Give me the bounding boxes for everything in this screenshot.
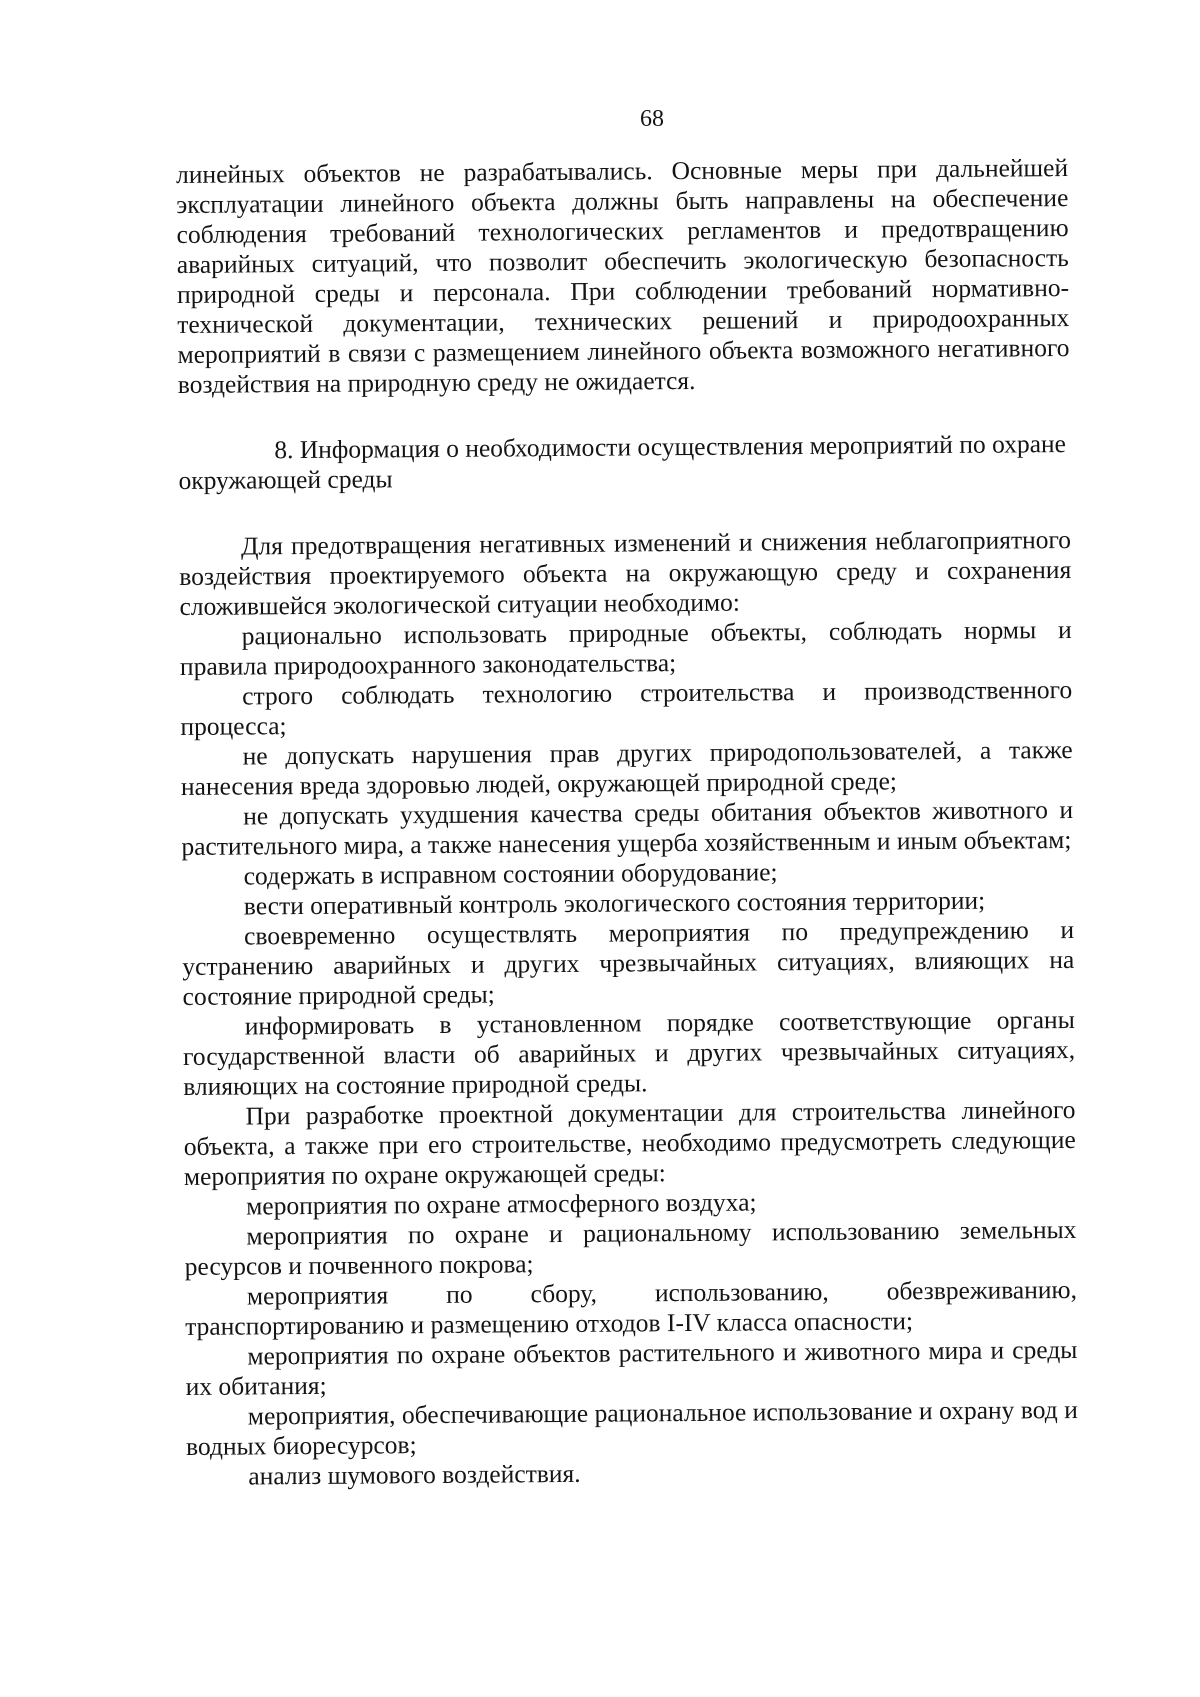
list-item: информировать в установленном порядке соответствующие органы государственной власти об аварийных и других чрезвычайных ситуациях, влияющих на состояние природной среды. [182,1004,1076,1101]
paragraph-intro: Для предотвращения негативных изменений и снижения неблагоприятного воздействия проектируемого объекта на окружающую среду и сохранения сложившейся экологической ситуации необходимо: [179,524,1072,621]
measure-item: анализ шумового воздействия. [248,1458,581,1491]
measure-item: мероприятия по сбору, использованию, обезвреживанию, транспортированию и размещению отходов I-IV класса опасности; [185,1274,1078,1341]
list-item: своевременно осуществлять мероприятия по предупреждению и устранению аварийных и других чрезвычайных ситуациях, влияющих на состояние природной среды; [182,914,1075,1011]
measure-item: мероприятия по охране и рациональному использованию земельных ресурсов и почвенного покрова; [184,1214,1077,1281]
page-number: 68 [640,106,664,132]
list-item: строго соблюдать технологию строительства и производственного процесса; [180,674,1073,741]
measure-item: мероприятия, обеспечивающие рациональное использование и охрану вод и водных биоресурсов; [185,1394,1078,1461]
section-heading: 8. Информация о необходимости осуществления мероприятий по охране окружающей среды [178,429,1067,495]
list-item: содержать в исправном состоянии оборудование; [243,857,778,891]
paragraph-measures-intro: При разработке проектной документации для строительства линейного объекта, а также при его строительстве, необходимо предусмотреть следующие мероприятия по охране окружающей среды: [183,1094,1076,1191]
list-item: не допускать нарушения прав других природопользователей, а также нанесения вреда здоровью людей, окружающей природной среде; [180,734,1073,801]
measure-item: мероприятия по охране атмосферного воздуха; [246,1187,757,1221]
list-item: не допускать ухудшения качества среды обитания объектов животного и растительного мира, а также нанесения ущерба хозяйственным и иным объектам; [181,794,1074,861]
list-item: вести оперативный контроль экологического состояния территории; [243,885,986,921]
paragraph-continuation: линейных объектов не разрабатывались. Основные меры при дальнейшей эксплуатации линейного объекта должны быть направлены на обеспечение соблюдения требований технологических регламентов и предотвращению аварийных ситуаций, что позволит обеспечить экологическую безопасность природной среды и персонала. При соблюдении требований нормативно-технической документации, технических решений и природоохранных мероприятий в связи с размещением линейного объекта возможного негативного воздействия на природную среду не ожидается. [176,152,1070,399]
page-content [176,153,1078,1492]
list-item: рационально использовать природные объекты, соблюдать нормы и правила природоохранного законодательства; [179,614,1072,681]
measure-item: мероприятия по охране объектов растительного и животного мира и среды их обитания; [185,1334,1078,1401]
